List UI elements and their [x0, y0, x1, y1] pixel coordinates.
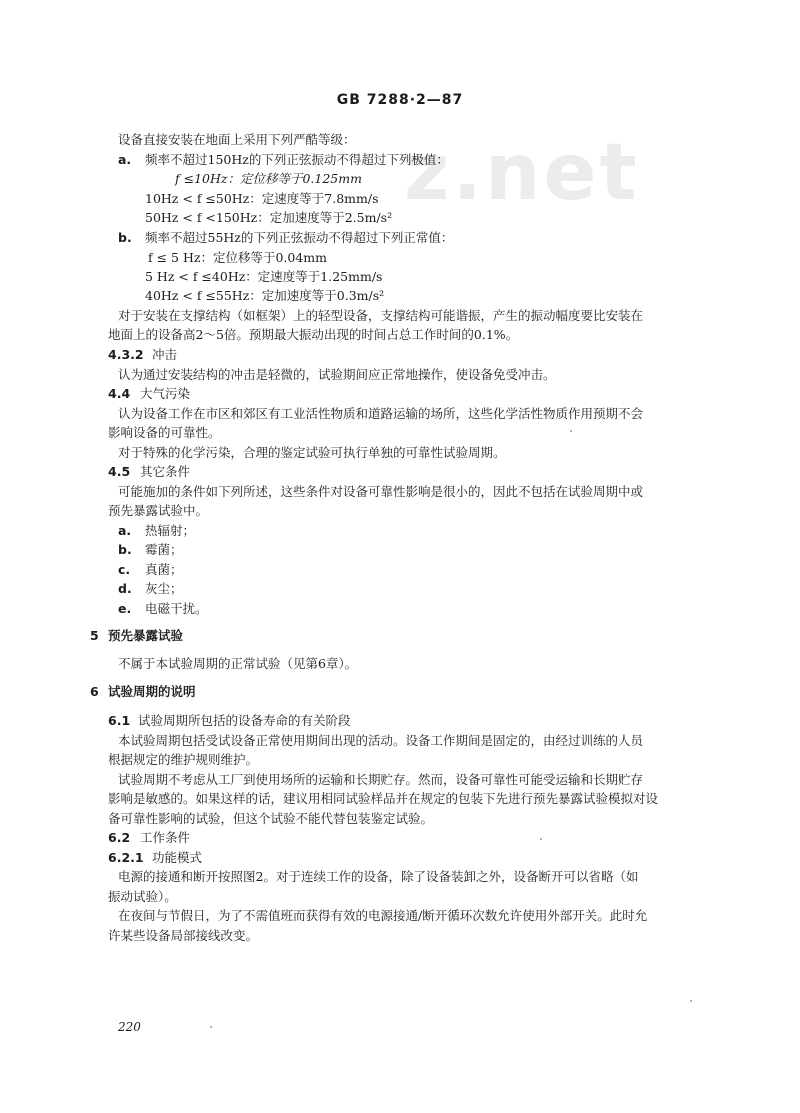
- section-number: 6.2: [108, 830, 131, 845]
- text-line: 地面上的设备高2～5倍。预期最大振动出现的时间占总工作时间的0.1%。: [108, 327, 519, 342]
- section-heading: 冲击: [152, 347, 178, 362]
- section-heading: 其它条件: [140, 464, 191, 479]
- text-line: 试验周期不考虑从工厂到使用场所的运输和长期贮存。然而，设备可靠性可能受运输和长期贮存: [118, 772, 644, 787]
- section-number: 6.1: [108, 713, 131, 728]
- section-number: 4.5: [108, 464, 131, 479]
- formula-line: 10Hz < f ≤50Hz：定速度等于7.8mm/s: [145, 191, 379, 206]
- watermark: z.net: [404, 128, 640, 218]
- text-line: 在夜间与节假日，为了不需值班而获得有效的电源接通/断开循环次数允许使用外部开关。此时允: [118, 908, 648, 923]
- section-number: 4.3.2: [108, 347, 144, 362]
- formula-line: 5 Hz < f ≤40Hz：定速度等于1.25mm/s: [145, 269, 383, 284]
- section-number: 4.4: [108, 386, 131, 401]
- formula-line: 50Hz < f <150Hz：定加速度等于2.5m/s²: [145, 210, 393, 225]
- section-heading: 功能模式: [152, 850, 203, 865]
- formula-line: f ≤10Hz：定位移等于0.125mm: [175, 171, 362, 186]
- section-number: 6.2.1: [108, 850, 144, 865]
- text-line: 影响设备的可靠性。: [108, 425, 221, 440]
- text-line: 对于安装在支撑结构（如框架）上的轻型设备，支撑结构可能谐振，产生的振动幅度要比安装在: [118, 308, 644, 323]
- scan-speck: [540, 838, 542, 840]
- text-line: 振动试验）。: [108, 889, 177, 904]
- scan-speck: [210, 1026, 212, 1028]
- list-marker: c.: [118, 562, 131, 577]
- section-heading: 大气污染: [140, 386, 191, 401]
- text-line: 可能施加的条件如下列所述，这些条件对设备可靠性影响是很小的，因此不包括在试验周期中或: [118, 484, 644, 499]
- list-marker: a.: [118, 152, 132, 167]
- text-line: 根据规定的维护规则维护。: [108, 752, 259, 767]
- text-line: 对于特殊的化学污染，合理的鉴定试验可执行单独的可靠性试验周期。: [118, 445, 506, 460]
- text-line: 预先暴露试验中。: [108, 503, 209, 518]
- text-line: 频率不超过55Hz的下列正弦振动不得超过下列正常值：: [145, 230, 454, 245]
- text-line: 影响是敏感的。如果这样的话，建议用相同试验样品并在规定的包装下先进行预先暴露试验模拟对设: [108, 791, 659, 806]
- scan-speck: [690, 1000, 692, 1002]
- section-heading: 工作条件: [140, 830, 191, 845]
- page-header: GB 7288·2—87: [336, 92, 464, 108]
- text-line: 认为通过安装结构的冲击是轻微的，试验期间应正常地操作，使设备免受冲击。: [118, 367, 556, 382]
- list-marker: b.: [118, 230, 132, 245]
- list-marker: a.: [118, 523, 132, 538]
- section-number: 6: [90, 684, 99, 699]
- text-line: 备可靠性影响的试验，但这个试验不能代替包装鉴定试验。: [108, 811, 434, 826]
- text-line: 电源的接通和断开按照图2。对于连续工作的设备，除了设备装卸之外，设备断开可以省略（如: [118, 869, 639, 884]
- list-item: 灰尘；: [145, 581, 183, 596]
- section-heading: 试验周期所包括的设备寿命的有关阶段: [138, 713, 351, 728]
- list-marker: e.: [118, 601, 132, 616]
- text-line: 不属于本试验周期的正常试验（见第6章）。: [118, 656, 358, 671]
- list-item: 热辐射；: [145, 523, 196, 538]
- text-line: 频率不超过150Hz的下列正弦振动不得超过下列极值：: [145, 152, 449, 167]
- list-marker: d.: [118, 581, 132, 596]
- section-heading: 试验周期的说明: [108, 684, 196, 699]
- list-item: 电磁干扰。: [145, 601, 208, 616]
- text-line: 本试验周期包括受试设备正常使用期间出现的活动。设备工作期间是固定的，由经过训练的人员: [118, 733, 644, 748]
- list-marker: b.: [118, 542, 132, 557]
- list-item: 霉菌；: [145, 542, 183, 557]
- section-heading: 预先暴露试验: [108, 628, 184, 643]
- text-line: 许某些设备局部接线改变。: [108, 928, 259, 943]
- formula-line: 40Hz < f ≤55Hz：定加速度等于0.3m/s²: [145, 288, 385, 303]
- scan-speck: [570, 430, 572, 432]
- text-line: 设备直接安装在地面上采用下列严酷等级：: [118, 132, 356, 147]
- text-line: 认为设备工作在市区和郊区有工业活性物质和道路运输的场所，这些化学活性物质作用预期不会: [118, 406, 644, 421]
- section-number: 5: [90, 628, 99, 643]
- list-item: 真菌；: [145, 562, 183, 577]
- page-number: 220: [118, 1020, 141, 1034]
- formula-line: f ≤ 5 Hz：定位移等于0.04mm: [148, 250, 327, 265]
